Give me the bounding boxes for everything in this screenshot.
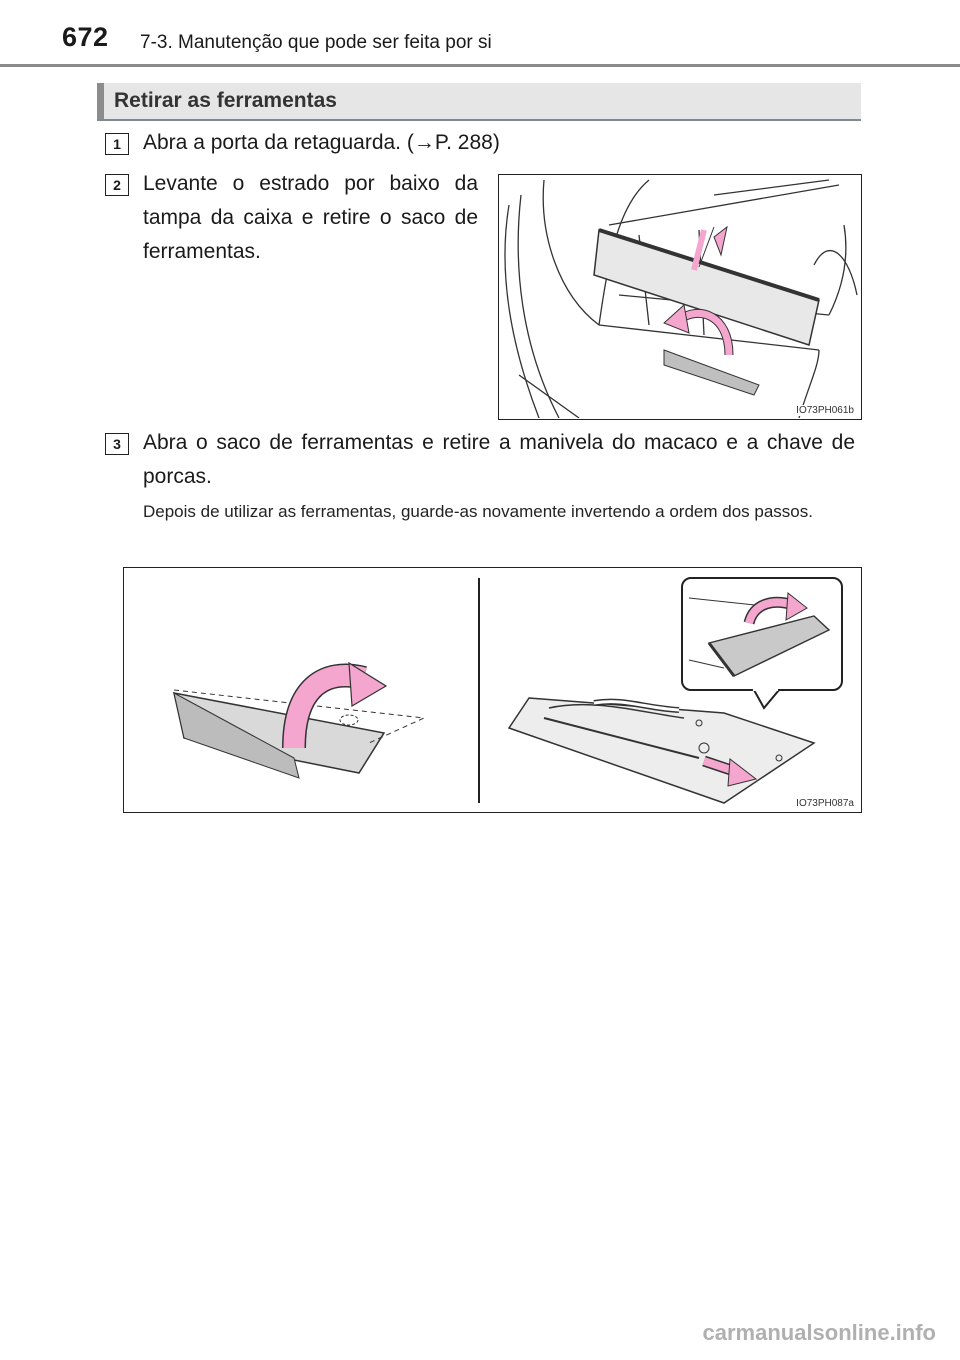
figure-code-toolbag: IO73PH087a [796, 798, 854, 809]
step-text-3: Abra o saco de ferramentas e retire a manivela do macaco e a chave de porcas. [143, 431, 855, 488]
step-number-2: 2 [105, 174, 129, 196]
page-number: 672 [62, 22, 109, 52]
figure-code-trunk: IO73PH061b [796, 405, 854, 416]
toolbag-illustration [123, 567, 862, 813]
section-accent [97, 83, 104, 119]
toolbag-drawing [124, 568, 860, 811]
step-number-3: 3 [105, 433, 129, 455]
running-title: 7-3. Manutenção que pode ser feita por si [140, 32, 492, 53]
trunk-illustration [498, 174, 862, 420]
note-text: Depois de utilizar as ferramentas, guarde-as novamente invertendo a ordem dos passos. [143, 502, 813, 521]
footer-watermark: carmanualsonline.info [702, 1320, 936, 1345]
step-text-1: Abra a porta da retaguarda. (→P. 288) [143, 131, 500, 154]
section-title: Retirar as ferramentas [114, 89, 337, 112]
header-divider [0, 64, 960, 67]
section-heading [97, 83, 861, 121]
step-text-2: Levante o estrado por baixo da tampa da caixa e retire o saco de ferramentas. [143, 172, 478, 263]
trunk-drawing [499, 175, 860, 418]
step-number-1: 1 [105, 133, 129, 155]
